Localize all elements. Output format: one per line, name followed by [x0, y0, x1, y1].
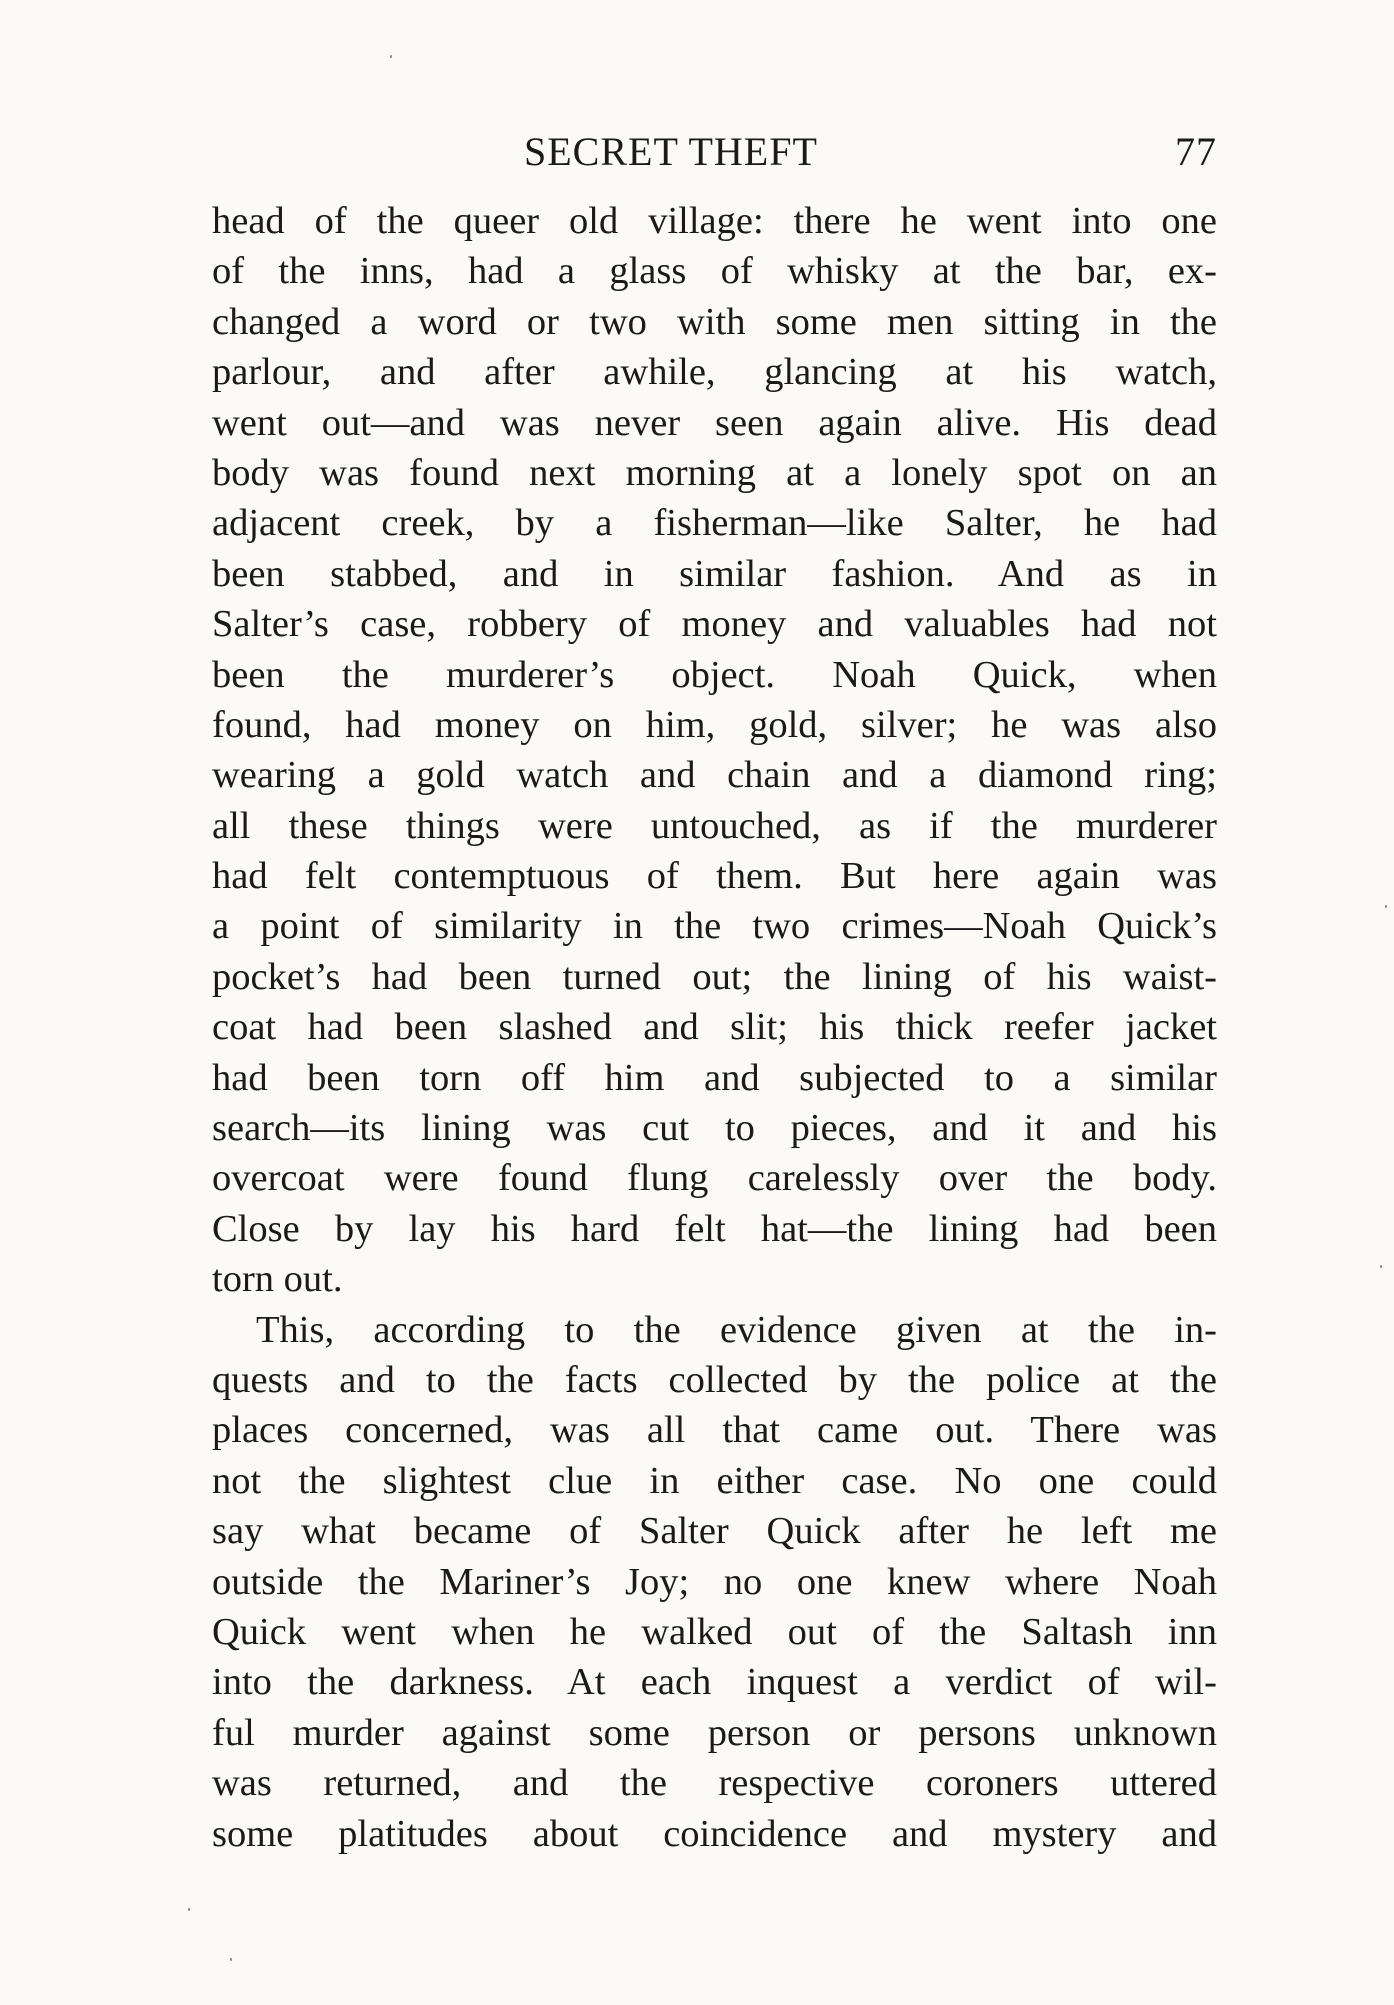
text-line: ful murder against some person or persons unknown — [212, 1711, 1217, 1754]
text-line: found, had money on him, gold, silver; he was also — [212, 703, 1217, 746]
text-line: into the darkness. At each inquest a verdict of wil- — [212, 1661, 1217, 1704]
text-line: wearing a gold watch and chain and a diamond ring; — [212, 754, 1217, 797]
scan-speck — [390, 55, 392, 58]
text-line: parlour, and after awhile, glancing at his watch, — [212, 351, 1217, 394]
text-line: adjacent creek, by a fisherman—like Salter, he had — [212, 502, 1217, 545]
scan-speck — [1385, 905, 1387, 908]
text-line: was returned, and the respective coroners uttered — [212, 1762, 1217, 1805]
text-line: head of the queer old village: there he went into one — [212, 200, 1217, 242]
body-text — [212, 196, 1217, 1859]
page-number: 77 — [1175, 129, 1217, 174]
text-line: search—its lining was cut to pieces, and it and his — [212, 1107, 1217, 1150]
scan-speck — [188, 1908, 190, 1911]
text-line: say what became of Salter Quick after he left me — [212, 1510, 1217, 1553]
text-line: Salter’s case, robbery of money and valuables had not — [212, 603, 1217, 646]
text-line: not the slightest clue in either case. No one could — [212, 1459, 1217, 1502]
text-line: Quick went when he walked out of the Saltash inn — [212, 1610, 1217, 1653]
running-title: SECRET THEFT — [524, 129, 818, 174]
paragraph-2 — [212, 1305, 1217, 1859]
text-line: outside the Mariner’s Joy; no one knew where Noah — [212, 1560, 1217, 1603]
text-line: been the murderer’s object. Noah Quick, when — [212, 653, 1217, 696]
text-line: some platitudes about coincidence and mystery and — [212, 1812, 1217, 1855]
text-line: torn out. — [212, 1258, 343, 1301]
text-line: had felt contemptuous of them. But here again was — [212, 855, 1217, 898]
text-line: had been torn off him and subjected to a similar — [212, 1056, 1217, 1099]
text-line: pocket’s had been turned out; the lining of his waist- — [212, 955, 1217, 998]
text-line: places concerned, was all that came out. There was — [212, 1409, 1217, 1452]
scan-speck — [1380, 1265, 1382, 1268]
text-line: This, according to the evidence given at the in- — [256, 1308, 1217, 1351]
text-line: all these things were untouched, as if the murderer — [212, 804, 1217, 847]
scan-speck — [230, 1958, 232, 1961]
text-line: changed a word or two with some men sitting in the — [212, 300, 1217, 343]
text-line: quests and to the facts collected by the police at the — [212, 1358, 1217, 1401]
text-line: of the inns, had a glass of whisky at the bar, ex- — [212, 250, 1217, 293]
running-head — [212, 128, 1217, 188]
text-line: Close by lay his hard felt hat—the lining had been — [212, 1207, 1217, 1250]
text-line: been stabbed, and in similar fashion. And as in — [212, 552, 1217, 595]
text-line: coat had been slashed and slit; his thick reefer jacket — [212, 1006, 1217, 1049]
text-line: a point of similarity in the two crimes—Noah Quick’s — [212, 905, 1217, 948]
paragraph-1 — [212, 196, 1217, 1305]
text-line: body was found next morning at a lonely spot on an — [212, 451, 1217, 494]
text-line: overcoat were found flung carelessly over the body. — [212, 1157, 1217, 1200]
text-line: went out—and was never seen again alive. His dead — [212, 401, 1217, 444]
